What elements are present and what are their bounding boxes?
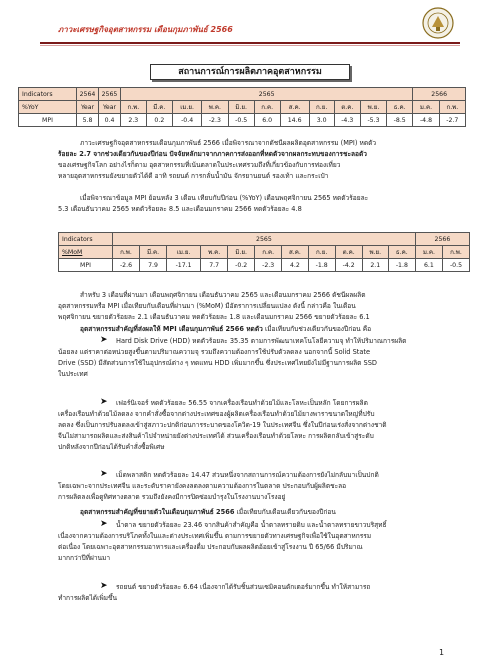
page-number: 1	[439, 648, 445, 657]
table-cell: ก.พ.	[442, 246, 469, 259]
heading-bold-text: อุตสาหกรรมสำคัญที่ส่งผลให้ MPI เดือนกุมภาพันธ์ 2566 หดตัว	[80, 325, 263, 333]
table-cell: 7.7	[201, 259, 228, 272]
table-cell: -0.4	[173, 114, 202, 127]
table-cell: มี.ค.	[139, 246, 166, 259]
table-cell: ธ.ค.	[388, 246, 415, 259]
table-cell: ก.ย.	[309, 101, 334, 114]
table-cell: พ.ย.	[360, 101, 386, 114]
table-cell: 2565	[99, 88, 121, 101]
table-cell: Indicators	[19, 88, 77, 101]
text-line: สำหรับ 3 เดือนที่ผ่านมา เดือนพฤศจิกายน เดือนธันวาคม 2565 และเดือนมกราคม 2566 ดัชนีผลผลิต	[80, 291, 366, 299]
text-line: ของเศรษฐกิจโลก อย่างไรก็ตาม อุตสาหกรรมที่เน้นตลาดในประเทศรวมถึงที่เกี่ยวข้องกับการท่องเที่ยว	[58, 161, 341, 169]
report-header-title: ภาวะเศรษฐกิจอุตสาหกรรม เดือนกุมภาพันธ์ 2566	[58, 25, 233, 34]
table-row	[19, 114, 466, 127]
header-rule	[40, 42, 460, 44]
table-cell: 2565	[113, 233, 416, 246]
item-furniture	[58, 398, 468, 453]
heading-rest-text: เมื่อเทียบกับช่วงเดียวกันของปีก่อน คือ	[264, 325, 372, 333]
text-line: หลายอุตสาหกรรมยังขยายตัวได้ดี อาทิ รถยนต์ การกลั่นน้ำมัน จักรยานยนต์ รองเท้า และกระเป๋า	[58, 172, 329, 180]
table-cell: -2.3	[202, 114, 228, 127]
table-cell: ก.พ.	[121, 101, 147, 114]
table-cell: เม.ย.	[167, 246, 201, 259]
text-line: พฤศจิกายน ขยายตัวร้อยละ 2.1 เดือนธันวาคม หดตัวร้อยละ 1.8 และเดือนมกราคม 2566 ขยายตัวร้อยละ 6.1	[58, 313, 370, 321]
table-cell: Year	[99, 101, 121, 114]
text-line: ในประเทศ	[58, 370, 88, 378]
table-cell: ส.ค.	[282, 246, 309, 259]
text-line: ร้อยละ 2.7 จากช่วงเดียวกันของปีก่อน ปัจจัยหลักมาจากภาคการส่งออกที่หดตัวจากผลกระทบของการชะลอตัว	[58, 150, 367, 158]
table-cell: 14.6	[280, 114, 309, 127]
item-hdd	[58, 336, 468, 380]
text-line: การผลิตลงเพื่อดูทิศทางตลาด รวมถึงยังคงมีการปิดซ่อมบำรุงในโรงงานบางโรงอยู่	[58, 493, 286, 501]
text-line: เครื่องเรือนทำด้วยไม้ลดลง จากคำสั่งซื้อจากต่างประเทศของผู้ผลิตเครื่องเรือนทำด้วยไม้ยางพาราขนาดใหญ่ที่ปรับ	[58, 410, 375, 418]
table-cell: ต.ค.	[335, 246, 362, 259]
header-rule-thin	[40, 45, 460, 46]
text-line: Drive (SSD) มีสัดส่วนการใช้ในอุปกรณ์ต่าง ๆ ทดแทน HDD เพิ่มมากขึ้น ซึ่งประเทศไทยยังไม่มีฐานการผลิต SSD	[58, 359, 377, 367]
table-cell: -1.8	[308, 259, 335, 272]
section-title: สถานการณ์การผลิตภาคอุตสาหกรรม	[178, 67, 322, 77]
item-cars	[58, 582, 468, 604]
ministry-seal-logo	[418, 6, 458, 40]
table-header-row	[59, 246, 470, 259]
text-line: ปกติหลังจากปีก่อนได้รับคำสั่งซื้อพิเศษ	[58, 443, 165, 451]
arrow-bullet-icon: ➤	[100, 469, 108, 479]
text-line: ต่อเนื่อง โดยเฉพาะอุตสาหกรรมอาหารและเครื่องดื่ม ประกอบกับผลผลิตอ้อยเข้าสู่โรงงาน ปี 65/66 มีปริมาณ	[58, 543, 363, 551]
text-line: ทำการผลิตได้เพิ่มขึ้น	[58, 594, 118, 602]
table-row	[59, 259, 470, 272]
table-cell: %MoM	[59, 246, 113, 259]
mpi-yoy-table	[18, 87, 466, 127]
table-cell: -0.5	[228, 114, 254, 127]
table-cell: พ.ค.	[202, 101, 228, 114]
table-cell: 2566	[413, 88, 466, 101]
table-cell: -4.2	[335, 259, 362, 272]
table-cell: -2.7	[439, 114, 465, 127]
table-cell: 2.3	[121, 114, 147, 127]
text-line: 5.3 เดือนธันวาคม 2565 หดตัวร้อยละ 8.5 และเดือนมกราคม 2566 หดตัวร้อยละ 4.8	[58, 205, 302, 213]
table-cell: ส.ค.	[280, 101, 309, 114]
table-cell: 0.2	[146, 114, 172, 127]
table-cell: มิ.ย.	[228, 246, 255, 259]
text-line: น้อยลง แต่ราคาต่อหน่วยสูงขึ้นตามปริมาณความจุ รวมถึงความต้องการใช้ปรับตัวลดลง นอกจากนี้ Solid State	[58, 348, 371, 356]
mpi-mom-table	[58, 232, 470, 272]
table-cell: ก.พ.	[113, 246, 140, 259]
table-cell: ต.ค.	[334, 101, 360, 114]
table-cell: มี.ค.	[146, 101, 172, 114]
table-cell: ม.ค.	[415, 246, 442, 259]
text-line: จีนไม่สามารถผลิตและส่งสินค้าไปจำหน่ายยังต่างประเทศได้ ส่วนเครื่องเรือนทำด้วยโลหะ การผลิตกลับเข้าสู่ระดับ	[58, 432, 374, 440]
table-cell: Year	[77, 101, 99, 114]
table-cell: -0.5	[442, 259, 469, 272]
table-cell: 4.2	[282, 259, 309, 272]
text-line: โดยเฉพาะจากประเทศจีน และระดับราคายังคงลดลงตามความต้องการในตลาด ประกอบกับผู้ผลิตชะลอ	[58, 482, 347, 490]
table-cell: %YoY	[19, 101, 77, 114]
arrow-bullet-icon: ➤	[100, 397, 108, 407]
table-cell: เม.ย.	[173, 101, 202, 114]
heading-rest-text: เมื่อเทียบกับเดือนเดียวกันของปีก่อน	[236, 508, 336, 516]
text-line: รถยนต์ ขยายตัวร้อยละ 6.64 เนื่องจากได้รับชิ้นส่วนเซมิคอนดักเตอร์มากขึ้น ทำให้สามารถ	[116, 583, 371, 591]
table-cell: ก.ย.	[308, 246, 335, 259]
table-cell: 6.0	[254, 114, 280, 127]
table-cell: -0.2	[228, 259, 255, 272]
text-line: มากกว่าปีที่ผ่านมา	[58, 554, 111, 562]
table-cell: 7.9	[139, 259, 166, 272]
table-cell: 5.8	[77, 114, 99, 127]
table-header-row	[19, 88, 466, 101]
heading-bold-text: อุตสาหกรรมสำคัญที่ขยายตัวในเดือนกุมภาพันธ์ 2566	[80, 508, 235, 516]
paragraph-mom-summary	[58, 290, 468, 323]
table-cell: 2566	[415, 233, 469, 246]
table-cell: 2565	[121, 88, 413, 101]
table-cell: -5.3	[360, 114, 386, 127]
table-cell: -8.5	[387, 114, 413, 127]
text-line: ภาวะเศรษฐกิจอุตสาหกรรมเดือนกุมภาพันธ์ 2566 เมื่อพิจารณาจากดัชนีผลผลิตอุตสาหกรรม (MPI) หดตัว	[80, 139, 377, 147]
table-cell: -2.3	[255, 259, 282, 272]
text-line: น้ำตาล ขยายตัวร้อยละ 23.46 จากสินค้าสำคัญคือ น้ำตาลทรายดิบ และน้ำตาลทรายขาวบริสุทธิ์	[116, 521, 387, 529]
text-line: ลดลง ซึ่งเป็นการปรับลดลงเข้าสู่สภาวะปกติก่อนการระบาดของโควิด-19 ในประเทศจีน ซึ่งในปีก่อนเร่งสั่งจากต่างชาติ	[58, 421, 387, 429]
section-title-box	[150, 64, 350, 80]
arrow-bullet-icon: ➤	[100, 335, 108, 345]
table-cell: Indicators	[59, 233, 113, 246]
table-cell: มิ.ย.	[228, 101, 254, 114]
heading-contracting-industries	[80, 324, 470, 335]
text-line: เม็ดพลาสติก หดตัวร้อยละ 14.47 ส่วนหนึ่งจากสถานการณ์ความต้องการยังไม่กลับมาเป็นปกติ	[116, 471, 379, 479]
table-header-row	[19, 101, 466, 114]
table-cell: MPI	[59, 259, 113, 272]
table-header-row	[59, 233, 470, 246]
table-cell: 2.1	[362, 259, 388, 272]
table-cell: 2564	[77, 88, 99, 101]
table-cell: -1.8	[388, 259, 415, 272]
paragraph-yoy-summary	[58, 193, 468, 215]
text-line: เฟอร์นิเจอร์ หดตัวร้อยละ 56.55 จากเครื่องเรือนทำด้วยไม้และโลหะเป็นหลัก โดยการผลิต	[116, 399, 368, 407]
table-cell: พ.ค.	[201, 246, 228, 259]
table-cell: 6.1	[415, 259, 442, 272]
table-cell: 3.0	[309, 114, 334, 127]
table-cell: MPI	[19, 114, 77, 127]
table-cell: ก.พ.	[439, 101, 465, 114]
table-cell: -4.8	[413, 114, 439, 127]
table-cell: ก.ค.	[254, 101, 280, 114]
text-line: Hard Disk Drive (HDD) หดตัวร้อยละ 35.35 ตามการพัฒนาเทคโนโลยีความจุ ทำให้ปริมาณการผลิต	[116, 337, 407, 345]
table-cell: พ.ย.	[362, 246, 388, 259]
text-line: อุตสาหกรรมหรือ MPI เมื่อเทียบกับเดือนที่ผ่านมา (%MoM) มีอัตราการเปลี่ยนแปลง ดังนี้ กล่าวคือ ในเดือน	[58, 302, 356, 310]
arrow-bullet-icon: ➤	[100, 581, 108, 591]
text-line: เนื่องจากความต้องการบริโภคทั้งในและต่างประเทศเพิ่มขึ้น ตามการขยายตัวทางเศรษฐกิจเพื่อใช้ในอุตสาหกรรม	[58, 532, 372, 540]
table-cell: ม.ค.	[413, 101, 439, 114]
table-cell: -17.1	[167, 259, 201, 272]
arrow-bullet-icon: ➤	[100, 519, 108, 529]
text-line: เมื่อพิจารณาข้อมูล MPI ย้อนหลัง 3 เดือน เทียบกับปีก่อน (%YoY) เดือนพฤศจิกายน 2565 หดตัวร้อยละ	[80, 194, 369, 202]
table-cell: ก.ค.	[255, 246, 282, 259]
paragraph-overview	[58, 138, 468, 182]
table-cell: 0.4	[99, 114, 121, 127]
heading-expanding-industries	[80, 507, 470, 518]
item-sugar	[58, 520, 468, 564]
table-cell: -4.3	[334, 114, 360, 127]
table-cell: ธ.ค.	[387, 101, 413, 114]
table-cell: -2.6	[113, 259, 140, 272]
item-plastic-pellets	[58, 470, 468, 503]
